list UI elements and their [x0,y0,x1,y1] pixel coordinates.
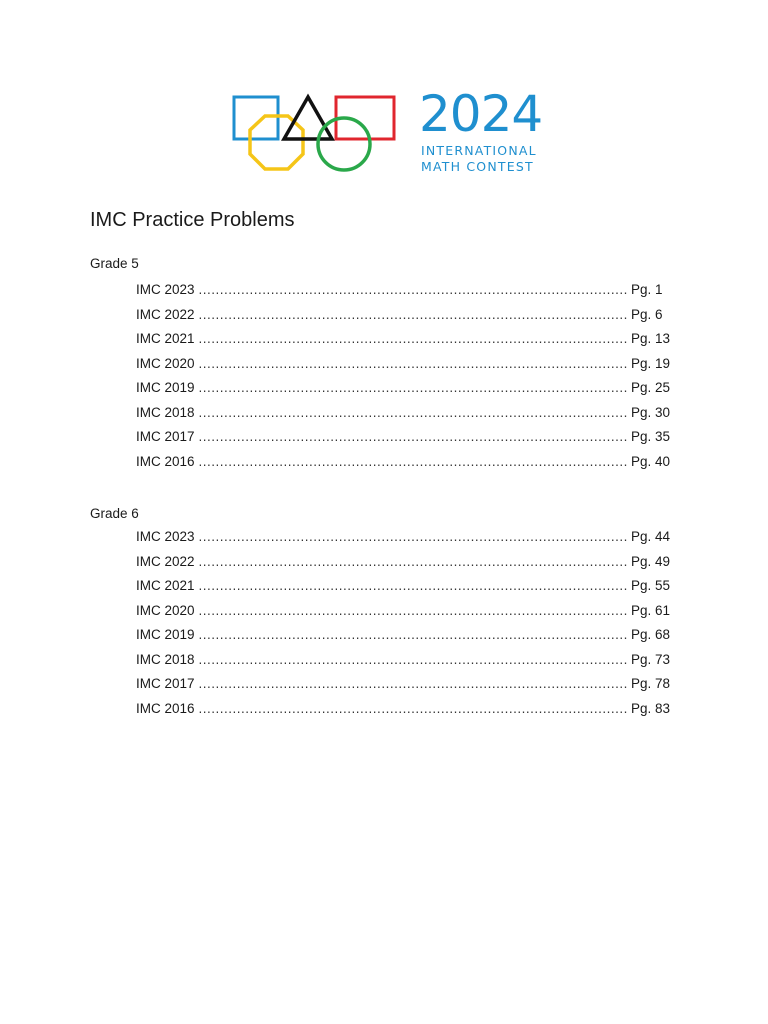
toc-entry[interactable] [136,405,671,430]
toc-entry-name: IMC 2019 [136,627,195,642]
logo-blue-square [234,97,278,139]
toc-entry[interactable] [136,307,671,332]
toc-entry-page: Pg. 25 [631,380,671,395]
toc-entry-name: IMC 2016 [136,453,195,469]
toc-leader-dots [199,282,627,298]
contest-logo [232,85,543,176]
toc-leader-dots [199,454,627,470]
toc-entry[interactable] [136,331,671,356]
page-title: IMC Practice Problems [90,209,295,231]
toc-list-grade-6 [136,529,671,725]
toc-entry-name: IMC 2019 [136,380,195,395]
logo-shapes [232,92,402,176]
toc-leader-dots [199,554,627,570]
toc-entry[interactable] [136,429,671,454]
toc-leader-dots [199,331,627,347]
toc-entry[interactable] [136,676,671,701]
section-heading-grade-5: Grade 5 [90,256,139,271]
section-heading-grade-6: Grade 6 [90,506,139,521]
toc-leader-dots [199,652,627,668]
toc-entry[interactable] [136,380,671,405]
toc-entry-name: IMC 2020 [136,355,195,371]
toc-leader-dots [199,307,627,323]
toc-entry-page: Pg. 78 [631,676,671,691]
toc-entry[interactable] [136,603,671,628]
toc-entry-name: IMC 2017 [136,676,195,691]
toc-entry-page: Pg. 83 [631,700,671,716]
toc-entry-page: Pg. 55 [631,578,671,593]
toc-entry-page: Pg. 73 [631,651,671,667]
logo-text-line1: INTERNATIONAL [421,143,537,158]
toc-leader-dots [199,627,627,643]
toc-entry[interactable] [136,701,671,726]
toc-entry-name: IMC 2021 [136,331,195,346]
toc-entry-page: Pg. 44 [631,529,671,544]
toc-entry-name: IMC 2021 [136,578,195,593]
toc-entry-name: IMC 2016 [136,700,195,716]
toc-entry-page: Pg. 13 [631,331,671,346]
toc-entry-name: IMC 2022 [136,553,195,569]
toc-leader-dots [199,529,627,545]
toc-leader-dots [199,429,627,445]
toc-leader-dots [199,405,627,421]
toc-entry-page: Pg. 19 [631,355,671,371]
toc-entry-name: IMC 2018 [136,651,195,667]
toc-entry-name: IMC 2023 [136,529,195,544]
toc-leader-dots [199,578,627,594]
toc-entry-page: Pg. 61 [631,602,671,618]
toc-entry[interactable] [136,652,671,677]
toc-entry-name: IMC 2017 [136,429,195,444]
toc-leader-dots [199,380,627,396]
toc-entry-page: Pg. 1 [631,282,663,297]
toc-entry[interactable] [136,454,671,479]
toc-entry-name: IMC 2023 [136,282,195,297]
toc-list-grade-5 [136,282,671,478]
toc-entry[interactable] [136,356,671,381]
toc-entry-page: Pg. 49 [631,553,671,569]
toc-entry-name: IMC 2022 [136,306,195,322]
toc-entry[interactable] [136,282,671,307]
toc-entry-page: Pg. 35 [631,429,671,444]
toc-entry-page: Pg. 68 [631,627,671,642]
toc-leader-dots [199,356,627,372]
toc-entry[interactable] [136,578,671,603]
toc-entry-name: IMC 2020 [136,602,195,618]
logo-green-circle [318,118,370,170]
toc-entry[interactable] [136,554,671,579]
toc-leader-dots [199,676,627,692]
logo-year: 2024 [419,85,543,143]
toc-entry[interactable] [136,529,671,554]
toc-entry-page: Pg. 30 [631,404,671,420]
toc-leader-dots [199,603,627,619]
toc-entry[interactable] [136,627,671,652]
toc-entry-page: Pg. 40 [631,453,671,469]
toc-entry-page: Pg. 6 [631,306,663,322]
toc-entry-name: IMC 2018 [136,404,195,420]
logo-text-line2: MATH CONTEST [421,159,534,174]
toc-leader-dots [199,701,627,717]
